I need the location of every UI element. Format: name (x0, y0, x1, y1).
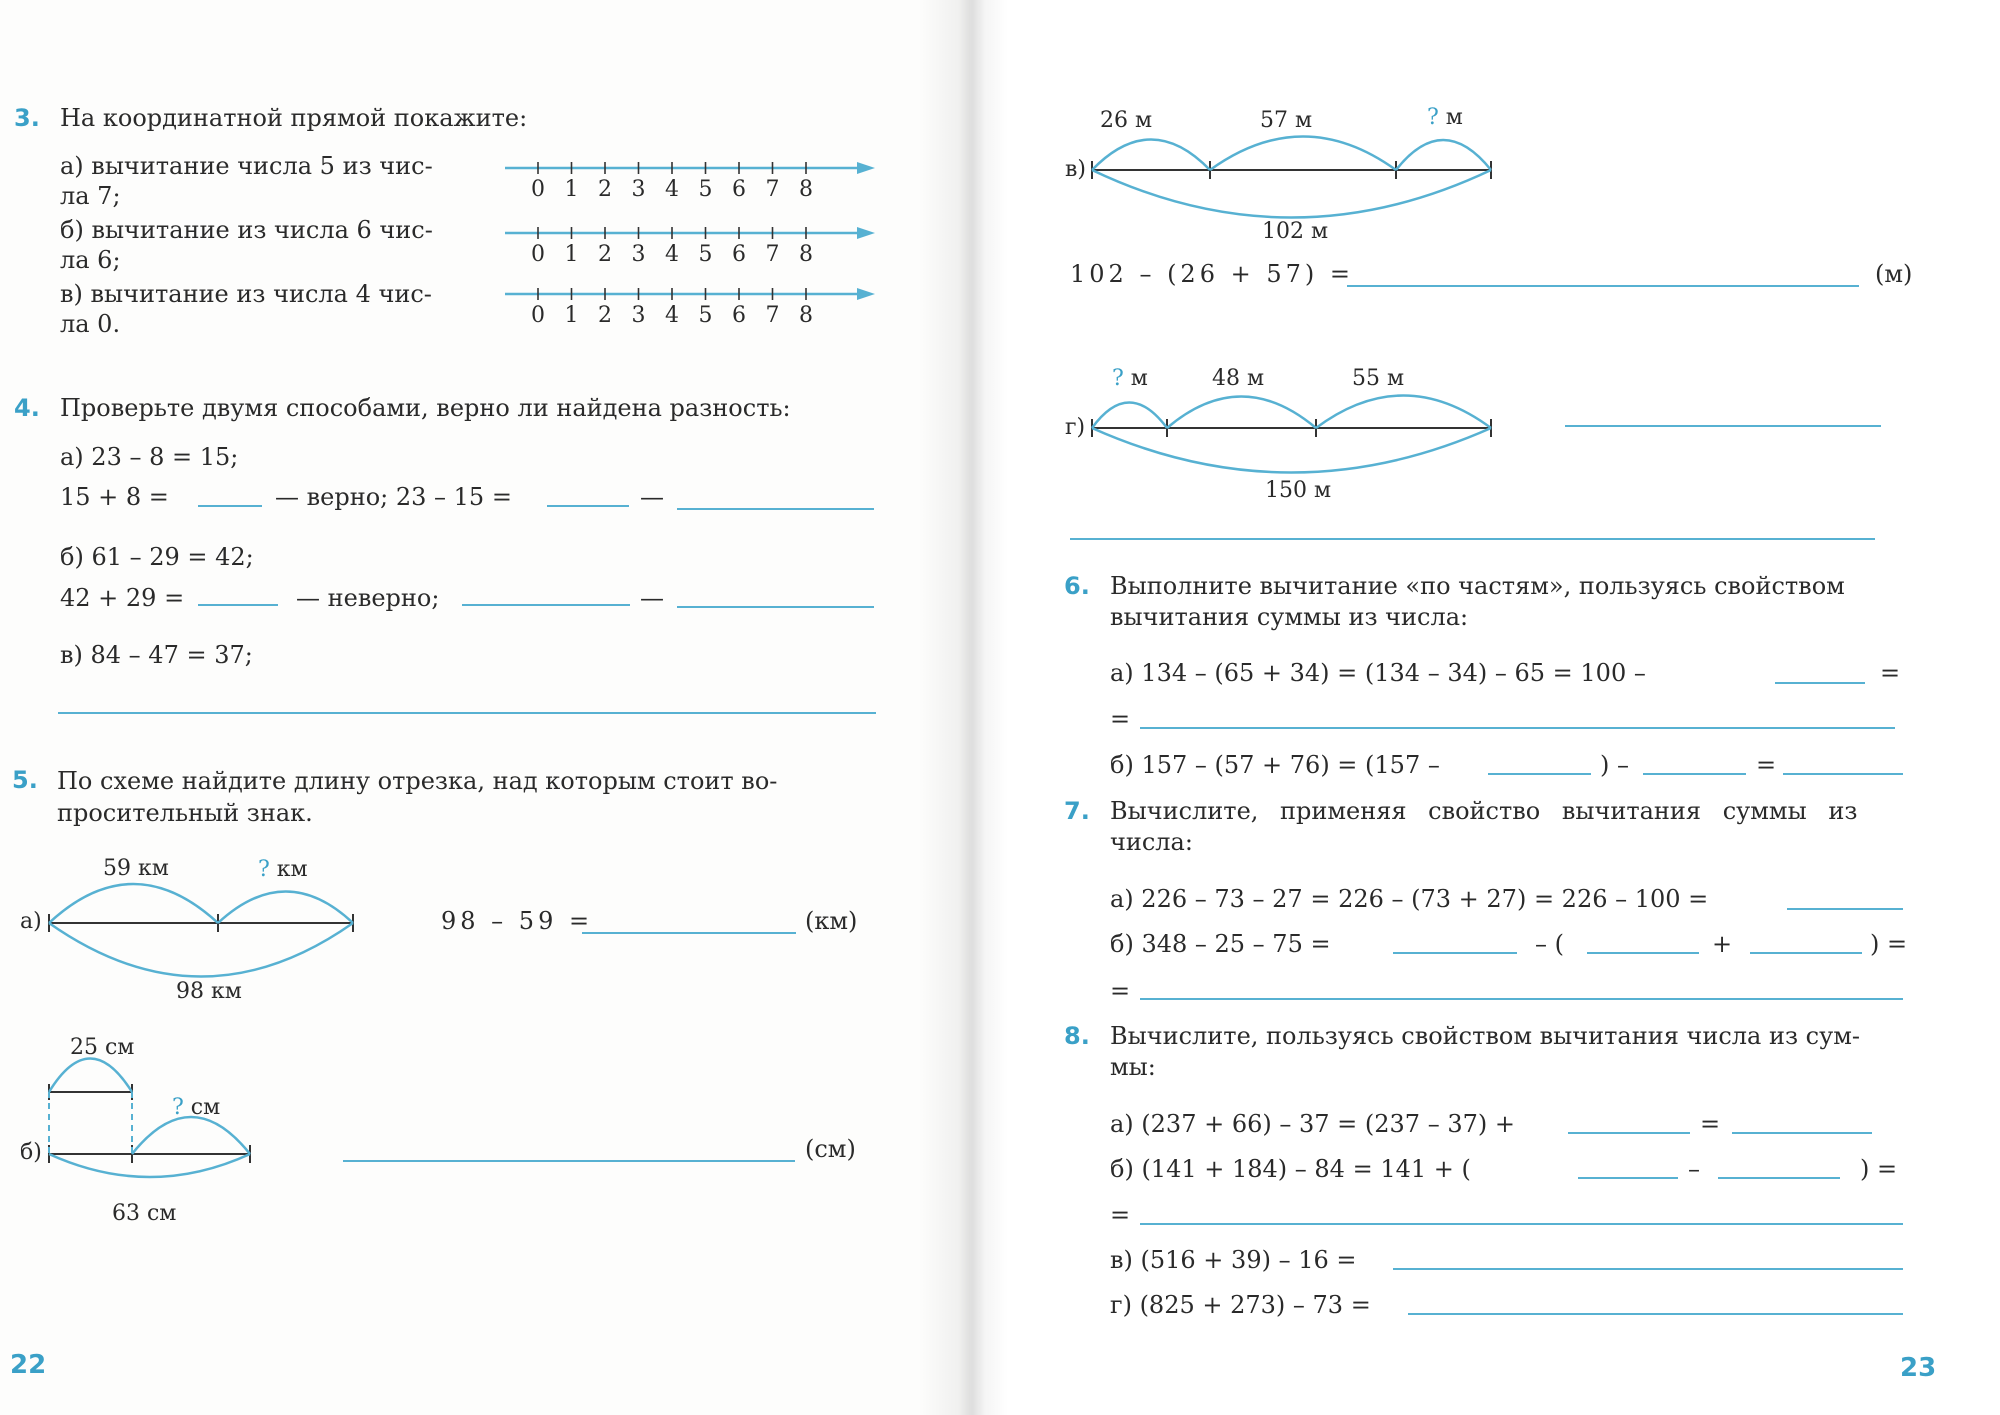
task5-g-letter: г) (1065, 415, 1086, 440)
label-3: 55 м (1352, 366, 1405, 391)
axis-tick-label: 7 (765, 242, 780, 267)
arc-3 (1396, 140, 1491, 170)
task4-b-dash: — (640, 584, 664, 612)
label-top-right: ? см (172, 1095, 221, 1120)
task4-b-answer1[interactable] (198, 604, 278, 606)
task4-a-check-mid: — верно; 23 – 15 = (275, 483, 512, 511)
task4-b-answer2[interactable] (462, 604, 630, 606)
arc-top-left (49, 884, 218, 923)
task8-b-eq2: = (1110, 1201, 1131, 1229)
task7-b-answer4[interactable] (1140, 998, 1903, 1000)
task6-a-answer1[interactable] (1775, 682, 1865, 684)
task4-b-check-start: 42 + 29 = (60, 584, 185, 612)
axis-tick-label: 5 (698, 242, 713, 267)
arc-3 (1316, 396, 1491, 429)
task3-c-line1: в) вычитание из числа 4 чис- (60, 280, 432, 308)
task4-c-line1: в) 84 – 47 = 37; (60, 641, 253, 669)
task6-b-mid: ) – (1600, 751, 1629, 779)
task8-v-answer[interactable] (1393, 1268, 1903, 1270)
axis-arrow-head (857, 162, 875, 174)
task6-number: 6. (1064, 572, 1090, 600)
task8-a-answer1[interactable] (1568, 1132, 1690, 1134)
task7-number: 7. (1064, 797, 1090, 825)
task7-b-plus: + (1712, 930, 1733, 958)
task7-b-open: – ( (1535, 930, 1564, 958)
task5-b-answer[interactable] (343, 1160, 795, 1162)
label-bottom: 63 см (112, 1201, 177, 1226)
task8-b-minus: – (1688, 1155, 1700, 1183)
task8-a-answer2[interactable] (1732, 1132, 1872, 1134)
task5-a-expr: 98 – 59 = (441, 907, 594, 935)
arc-2 (1167, 397, 1316, 429)
task5-a-answer[interactable] (582, 932, 796, 934)
task8-title-line1: Вычислите, пользуясь свойством вычитания числа из сум- (1110, 1022, 1861, 1050)
axis-tick-label: 4 (665, 177, 679, 202)
task5-g-answer1[interactable] (1565, 425, 1881, 427)
axis-tick-label: 2 (598, 303, 612, 328)
task8-a-eq: = (1700, 1110, 1721, 1138)
task4-number: 4. (14, 394, 40, 422)
task7-b-start: б) 348 – 25 – 75 = (1110, 930, 1331, 958)
left-page (0, 0, 970, 1415)
task6-a-answer2[interactable] (1140, 727, 1895, 729)
axis-tick-label: 6 (732, 242, 746, 267)
task7-title-line2: числа: (1110, 828, 1193, 856)
axis-tick-label: 3 (631, 177, 646, 202)
task4-a-line1: а) 23 – 8 = 15; (60, 443, 239, 471)
label-bottom: 150 м (1265, 478, 1332, 503)
task7-b-close: ) = (1870, 930, 1908, 958)
task4-a-answer2[interactable] (547, 505, 629, 507)
task8-a: а) (237 + 66) – 37 = (237 – 37) + (1110, 1110, 1515, 1138)
label-1: ? м (1112, 366, 1148, 391)
page-number-left: 22 (10, 1350, 47, 1380)
task5-title-line1: По схеме найдите длину отрезка, над которым стоит во- (57, 767, 778, 795)
task7-b-eq2: = (1110, 977, 1131, 1005)
arc-bottom (49, 923, 353, 977)
task5-b-letter: б) (20, 1140, 42, 1165)
task8-b-answer2[interactable] (1718, 1177, 1840, 1179)
label-bottom: 98 км (176, 979, 242, 1004)
arc-upper (49, 1059, 132, 1093)
task5-b-scheme (0, 1020, 300, 1230)
task6-b-answer3[interactable] (1783, 773, 1903, 775)
arc-top-right (132, 1117, 250, 1154)
task7-b-answer2[interactable] (1587, 952, 1699, 954)
task8-b-start: б) (141 + 184) – 84 = 141 + ( (1110, 1155, 1471, 1183)
axis-tick-label: 7 (765, 303, 780, 328)
task6-b-answer2[interactable] (1643, 773, 1746, 775)
arc-bottom (49, 1154, 250, 1177)
task4-c-answer[interactable] (58, 712, 876, 714)
task5-v-letter: в) (1065, 157, 1086, 182)
label-bottom: 102 м (1262, 219, 1329, 244)
arc-bottom (1092, 170, 1491, 218)
label-2: 48 м (1212, 366, 1265, 391)
label-top-right: ? км (258, 857, 308, 882)
number-line-a[interactable] (505, 155, 885, 205)
task6-b-answer1[interactable] (1488, 773, 1591, 775)
task5-g-answer2[interactable] (1070, 538, 1875, 540)
task6-b-start: б) 157 – (57 + 76) = (157 – (1110, 751, 1440, 779)
task5-title-line2: просительный знак. (57, 799, 313, 827)
axis-tick-label: 1 (564, 177, 579, 202)
task6-title-line2: вычитания суммы из числа: (1110, 603, 1469, 631)
task4-b-check-mid: — неверно; (296, 584, 440, 612)
axis-tick-label: 0 (531, 303, 545, 328)
axis-tick-label: 4 (665, 242, 679, 267)
task4-a-dash: — (640, 483, 664, 511)
axis-tick-label: 8 (799, 242, 813, 267)
number-line-b[interactable] (505, 220, 885, 270)
task7-a: а) 226 – 73 – 27 = 226 – (73 + 27) = 226 – 100 = (1110, 885, 1709, 913)
axis-arrow-head (857, 227, 875, 239)
axis-tick-label: 3 (631, 303, 646, 328)
task3-a-line1: а) вычитание числа 5 из чис- (60, 152, 433, 180)
task7-b-answer3[interactable] (1750, 952, 1862, 954)
task3-number: 3. (14, 104, 40, 132)
task4-a-answer3[interactable] (677, 508, 874, 510)
label-top-left: 59 км (103, 856, 169, 881)
task6-b-eq: = (1756, 751, 1777, 779)
axis-tick-label: 6 (732, 177, 746, 202)
task6-a: а) 134 – (65 + 34) = (134 – 34) – 65 = 100 – (1110, 659, 1646, 687)
page-number-right: 23 (1900, 1353, 1937, 1383)
axis-tick-label: 1 (564, 303, 579, 328)
task3-b-line1: б) вычитание из числа 6 чис- (60, 216, 433, 244)
arc-bottom (1092, 428, 1491, 473)
task6-a-eq: = (1880, 659, 1901, 687)
task4-b-line1: б) 61 – 29 = 42; (60, 543, 254, 571)
label-upper: 25 см (70, 1035, 135, 1060)
task4-a-check-start: 15 + 8 = (60, 483, 169, 511)
axis-tick-label: 0 (531, 242, 545, 267)
task6-title-line1: Выполните вычитание «по частям», пользуясь свойством (1110, 572, 1845, 600)
axis-tick-label: 8 (799, 303, 813, 328)
task5-a-scheme (0, 850, 380, 1020)
task7-title-line1: Вычислите, применяя свойство вычитания суммы из (1110, 797, 1858, 825)
task4-a-answer1[interactable] (198, 505, 262, 507)
task8-number: 8. (1064, 1022, 1090, 1050)
task6-a-eq2: = (1110, 705, 1131, 733)
task5-v-scheme (1065, 95, 1485, 255)
task8-g-answer[interactable] (1408, 1313, 1903, 1315)
task5-v-unit: (м) (1875, 260, 1913, 288)
axis-tick-label: 8 (799, 177, 813, 202)
axis-tick-label: 6 (732, 303, 746, 328)
task3-c-line2: ла 0. (60, 310, 121, 338)
arc-top-right (218, 892, 353, 924)
task3-a-line2: ла 7; (60, 182, 121, 210)
axis-tick-label: 3 (631, 242, 646, 267)
task8-b-answer1[interactable] (1578, 1177, 1678, 1179)
task5-v-answer[interactable] (1347, 285, 1859, 287)
axis-tick-label: 0 (531, 177, 545, 202)
axis-tick-label: 5 (698, 303, 713, 328)
axis-arrow-head (857, 288, 875, 300)
task4-b-answer3[interactable] (677, 606, 874, 608)
axis-tick-label: 2 (598, 242, 612, 267)
task5-v-expr: 102 – (26 + 57) = (1070, 260, 1354, 288)
label-2: 57 м (1260, 108, 1313, 133)
task5-b-unit: (см) (805, 1135, 856, 1163)
arc-1 (1092, 403, 1167, 429)
right-page (970, 0, 2000, 1415)
task8-title-line2: мы: (1110, 1053, 1156, 1081)
arc-1 (1092, 140, 1210, 171)
task8-b-answer3[interactable] (1140, 1223, 1903, 1225)
label-3: ? м (1427, 105, 1463, 130)
task4-title: Проверьте двумя способами, верно ли найдена разность: (60, 394, 791, 422)
task3-title: На координатной прямой покажите: (60, 104, 528, 132)
task7-b-answer1[interactable] (1393, 952, 1517, 954)
axis-tick-label: 1 (564, 242, 579, 267)
task7-a-answer[interactable] (1787, 908, 1903, 910)
task5-a-unit: (км) (805, 907, 858, 935)
task8-g: г) (825 + 273) – 73 = (1110, 1291, 1371, 1319)
task5-g-scheme (1065, 357, 1485, 517)
task8-b-close: ) = (1860, 1155, 1898, 1183)
axis-tick-label: 5 (698, 177, 713, 202)
axis-tick-label: 4 (665, 303, 679, 328)
axis-tick-label: 7 (765, 177, 780, 202)
label-1: 26 м (1100, 108, 1153, 133)
arc-2 (1210, 137, 1396, 171)
task8-v: в) (516 + 39) – 16 = (1110, 1246, 1357, 1274)
task5-number: 5. (12, 766, 38, 794)
task3-b-line2: ла 6; (60, 246, 121, 274)
axis-tick-label: 2 (598, 177, 612, 202)
task5-a-letter: а) (20, 909, 42, 934)
number-line-c[interactable] (505, 281, 885, 331)
